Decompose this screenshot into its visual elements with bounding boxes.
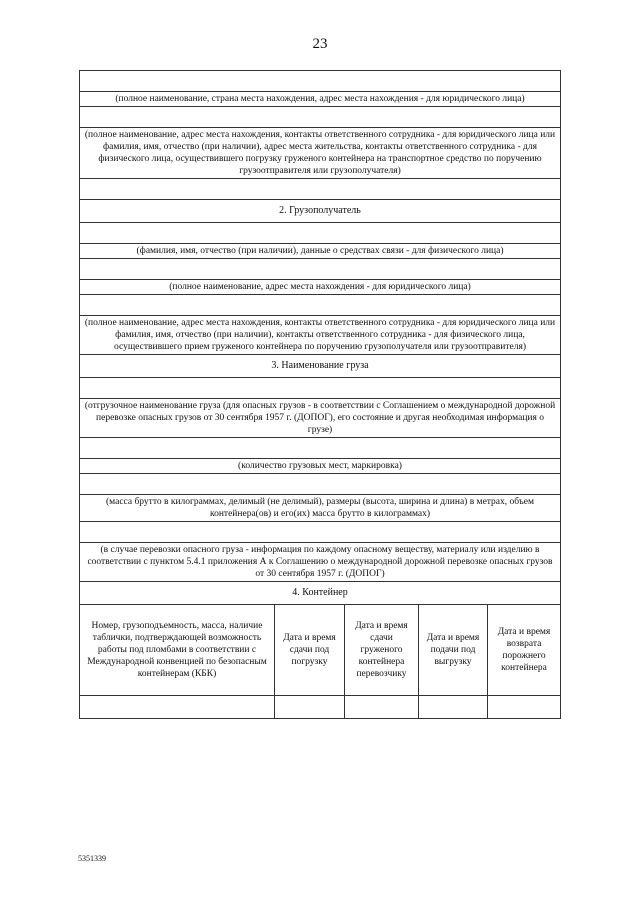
blank-fill-row	[80, 522, 561, 543]
field-caption: (полное наименование, адрес места нахождения - для юридического лица)	[80, 280, 561, 295]
section-heading-row	[80, 200, 561, 223]
field-caption-row	[80, 495, 561, 522]
blank-fill-row	[80, 438, 561, 459]
container-entry-cell[interactable]	[488, 696, 561, 719]
field-caption: (полное наименование, адрес места нахождения, контакты ответственного сотрудника - для юридического лица или фамилия, имя, отчество (при наличии), контакты ответственного сотрудника - для физического лица, осуществившего прием груженого контейнера по поручению грузополучателя или грузоотправителя)	[80, 316, 561, 355]
blank-fill-row	[80, 179, 561, 200]
field-caption-row	[80, 92, 561, 107]
field-caption: (отгрузочное наименование груза (для опасных грузов - в соответствии с Соглашением о международной дорожной перевозке опасных грузов от 30 сентября 1957 г. (ДОПОГ), его состояние и другая необходимая информация о грузе)	[80, 399, 561, 438]
blank-entry-cell[interactable]	[80, 107, 561, 128]
blank-entry-cell[interactable]	[80, 259, 561, 280]
section-heading: 4. Контейнер	[80, 582, 561, 605]
blank-entry-cell[interactable]	[80, 179, 561, 200]
field-caption-row	[80, 280, 561, 295]
container-column-header: Номер, грузоподъемность, масса, наличие таблички, подтверждающей возможность работы под пломбами в соответствии с Международной конвенцией по безопасным контейнерам (КБК)	[80, 605, 275, 696]
page-number: 23	[312, 36, 328, 52]
field-caption-row	[80, 128, 561, 179]
container-header-row	[80, 605, 561, 696]
blank-fill-row	[80, 107, 561, 128]
container-data-row	[80, 696, 561, 719]
blank-fill-row	[80, 378, 561, 399]
field-caption-row	[80, 316, 561, 355]
container-column-header: Дата и время подачи под выгрузку	[419, 605, 488, 696]
container-entry-cell[interactable]	[275, 696, 345, 719]
field-caption: (масса брутто в килограммах, делимый (не делимый), размеры (высота, ширина и длина) в метрах, объем контейнера(ов) и его(их) масса брутто в килограммах)	[80, 495, 561, 522]
field-caption-row	[80, 459, 561, 474]
blank-fill-row	[80, 223, 561, 244]
field-caption-row	[80, 244, 561, 259]
document-code: 5351339	[78, 854, 106, 863]
section-heading-row	[80, 582, 561, 605]
container-entry-cell[interactable]	[80, 696, 275, 719]
field-caption: (полное наименование, адрес места нахождения, контакты ответственного сотрудника - для юридического лица или фамилия, имя, отчество (при наличии), адрес места жительства, контакты ответственного сотрудника - для физического лица, осуществившего погрузку груженого контейнера на транспортное средство по поручению грузоотправителя или грузополучателя)	[80, 128, 561, 179]
blank-fill-row	[80, 71, 561, 92]
blank-entry-cell[interactable]	[80, 223, 561, 244]
blank-entry-cell[interactable]	[80, 378, 561, 399]
field-caption: (количество грузовых мест, маркировка)	[80, 459, 561, 474]
container-column-header: Дата и время сдачи под погрузку	[275, 605, 345, 696]
blank-entry-cell[interactable]	[80, 522, 561, 543]
section-heading: 2. Грузополучатель	[80, 200, 561, 223]
container-entry-cell[interactable]	[419, 696, 488, 719]
section-heading: 3. Наименование груза	[80, 355, 561, 378]
field-caption: (фамилия, имя, отчество (при наличии), данные о средствах связи - для физического лица)	[80, 244, 561, 259]
blank-fill-row	[80, 295, 561, 316]
blank-entry-cell[interactable]	[80, 474, 561, 495]
blank-entry-cell[interactable]	[80, 295, 561, 316]
form-body	[80, 71, 561, 719]
blank-entry-cell[interactable]	[80, 438, 561, 459]
blank-fill-row	[80, 474, 561, 495]
field-caption-row	[80, 399, 561, 438]
field-caption: (полное наименование, страна места нахождения, адрес места нахождения - для юридического лица)	[80, 92, 561, 107]
container-column-header: Дата и время сдачи груженого контейнера перевозчику	[345, 605, 419, 696]
field-caption: (в случае перевозки опасного груза - информация по каждому опасному веществу, материалу или изделию в соответствии с пунктом 5.4.1 приложения А к Соглашению о международной дорожной перевозке опасных грузов от 30 сентября 1957 г. (ДОПОГ)	[80, 543, 561, 582]
field-caption-row	[80, 543, 561, 582]
container-column-header: Дата и время возврата порожнего контейнера	[488, 605, 561, 696]
blank-entry-cell[interactable]	[80, 71, 561, 92]
section-heading-row	[80, 355, 561, 378]
blank-fill-row	[80, 259, 561, 280]
container-entry-cell[interactable]	[345, 696, 419, 719]
waybill-form-table	[79, 70, 561, 719]
